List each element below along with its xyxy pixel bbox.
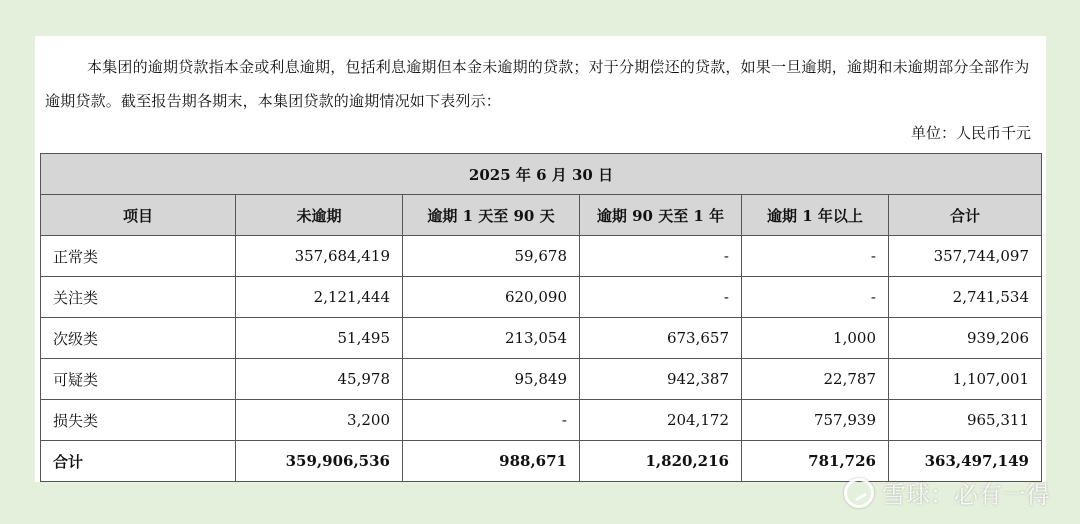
table-cell: - [403,400,580,441]
table-cell: 1,107,001 [889,359,1042,400]
table-cell: 2,121,444 [236,277,403,318]
table-cell: 620,090 [403,277,580,318]
table-row [41,400,1042,441]
table-cell: 213,054 [403,318,580,359]
table-cell: 363,497,149 [889,441,1042,482]
intro-paragraph: 本集团的逾期贷款指本金或利息逾期，包括利息逾期但本金未逾期的贷款；对于分期偿还的贷款，如果一旦逾期，逾期和未逾期部分全部作为逾期贷款。截至报告期各期末，本集团贷款的逾期情况如下表列示： [45,58,1030,110]
table-row [41,359,1042,400]
table-cell: 59,678 [403,236,580,277]
column-header: 逾期 90 天至 1 年 [580,195,742,236]
row-label: 正常类 [41,236,236,277]
row-label: 合计 [41,441,236,482]
xueqiu-logo-icon [844,478,874,508]
row-label: 可疑类 [41,359,236,400]
row-label: 关注类 [41,277,236,318]
watermark-text: 雪球：必有一得 [882,481,1050,509]
table-cell: 204,172 [580,400,742,441]
table-cell: 988,671 [403,441,580,482]
table-cell: 781,726 [742,441,889,482]
table-cell: 51,495 [236,318,403,359]
table-cell: 22,787 [742,359,889,400]
document-page [35,36,1046,482]
table-cell: 357,744,097 [889,236,1042,277]
table-cell: 45,978 [236,359,403,400]
column-header: 逾期 1 天至 90 天 [403,195,580,236]
table-cell: 757,939 [742,400,889,441]
column-header: 逾期 1 年以上 [742,195,889,236]
table-cell: - [580,277,742,318]
table-cell: 2,741,534 [889,277,1042,318]
table-row [41,318,1042,359]
table-cell: 359,906,536 [236,441,403,482]
overdue-loans-table [40,153,1042,482]
table-row [41,277,1042,318]
table-cell: - [580,236,742,277]
table-cell: 939,206 [889,318,1042,359]
table-cell: 357,684,419 [236,236,403,277]
table-cell: 1,820,216 [580,441,742,482]
table-cell: 942,387 [580,359,742,400]
table-cell: 3,200 [236,400,403,441]
period-header-row [41,154,1042,195]
table-cell: 965,311 [889,400,1042,441]
table-cell: 673,657 [580,318,742,359]
table-cell: - [742,277,889,318]
row-label: 损失类 [41,400,236,441]
table-row [41,236,1042,277]
row-label: 次级类 [41,318,236,359]
column-header: 合计 [889,195,1042,236]
period-header: 2025 年 6 月 30 日 [41,154,1042,195]
table-cell: 1,000 [742,318,889,359]
watermark [844,475,1050,510]
table-cell: - [742,236,889,277]
column-header-row [41,195,1042,236]
unit-label: 单位：人民币千元 [910,124,1031,142]
column-header: 项目 [41,195,236,236]
table-cell: 95,849 [403,359,580,400]
column-header: 未逾期 [236,195,403,236]
